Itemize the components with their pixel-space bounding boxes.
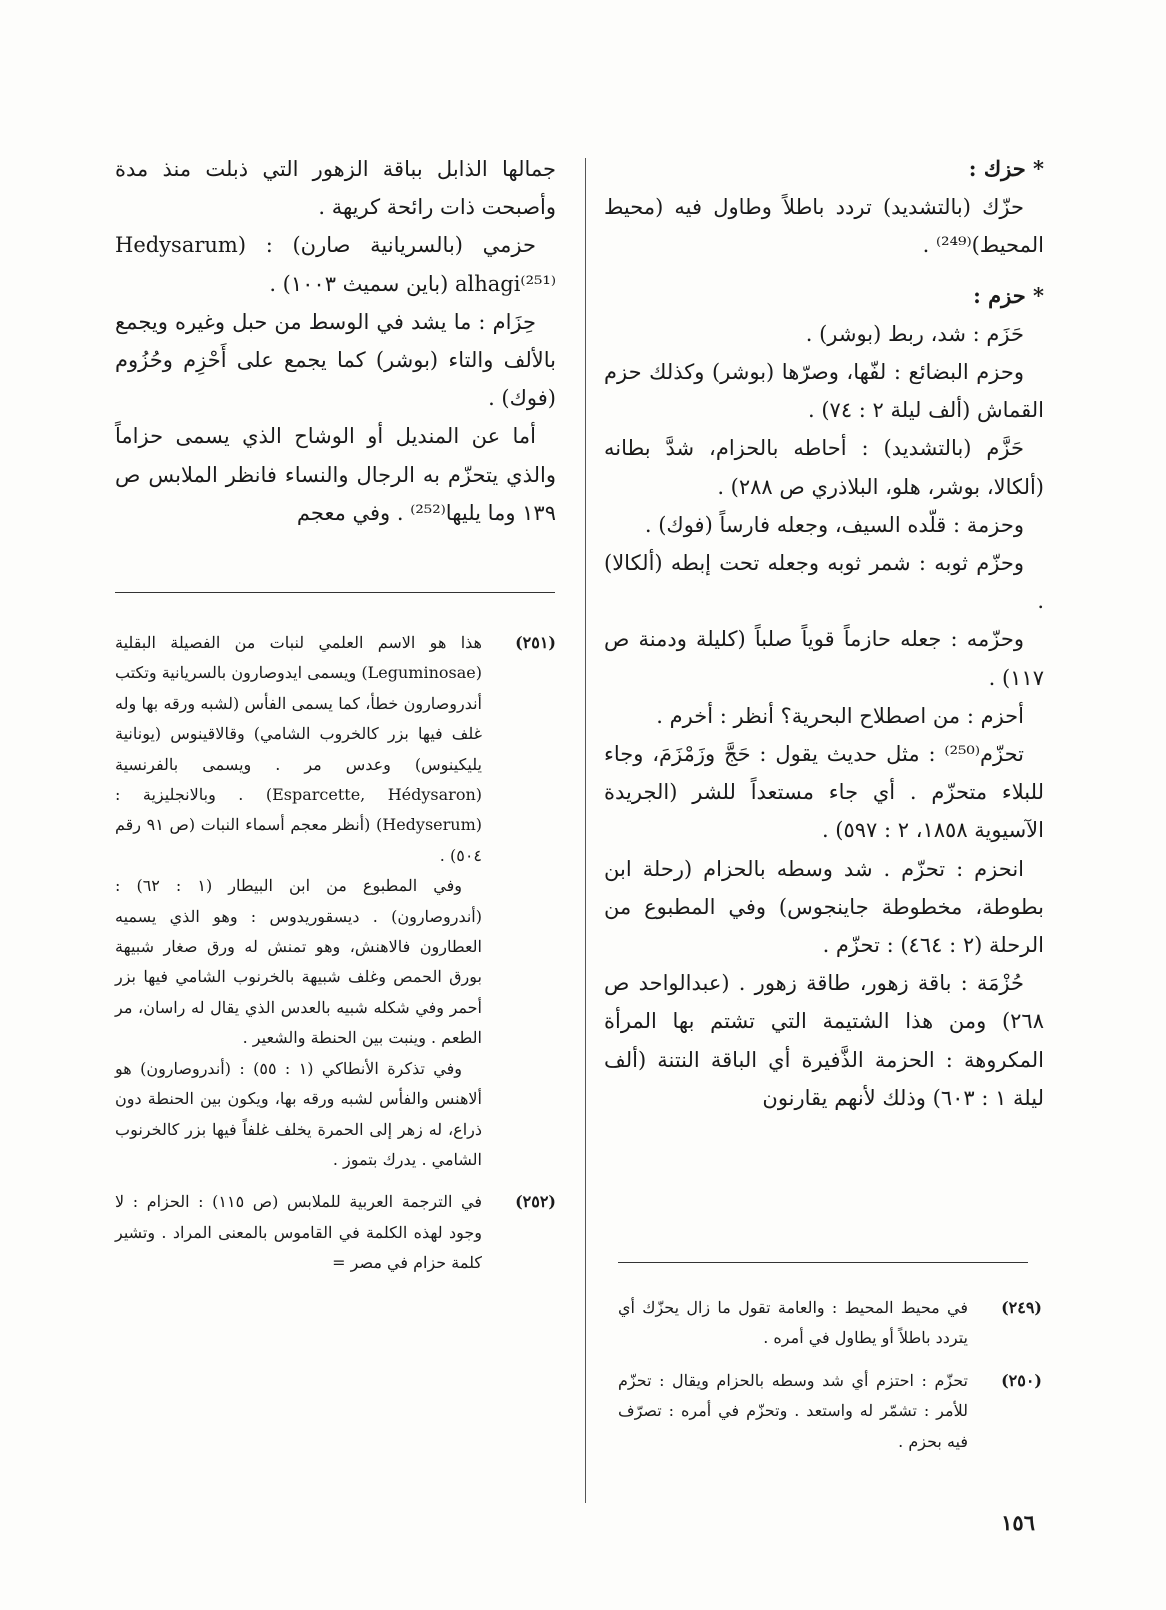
paragraph: حَزَّم (بالتشديد) : أحاطه بالحزام، شدَّ بطانه (ألكالا، بوشر، هلو، البلاذري ص ٢٨٨) . <box>604 436 1044 499</box>
footnote-number: (٢٤٩) <box>1001 1298 1042 1317</box>
paragraph: وحزم البضائع : لفّها، وصرّها (بوشر) وكذلك حزم القماش (ألف ليلة ٢ : ٧٤) . <box>604 360 1044 423</box>
footnote-number: (٢٥١) <box>515 633 556 652</box>
footnote-number: (٢٥٢) <box>515 1192 556 1212</box>
paragraph: أحزم : من اصطلاح البحرية؟ أنظر : أخرم . <box>656 703 1024 728</box>
paragraph: * حزم : <box>973 282 1044 308</box>
paragraph: تحزّم⁽²⁵⁰⁾ : مثل حديث يقول : حَجَّ وزَمْزَمَ، وجاء للبلاء متحزّم . أي جاء مستعداً للشر (الجريدة الآسيوية ١٨٥٨، ٢ : ٥٩٧) . <box>604 742 1044 843</box>
footnote-body <box>115 1187 482 1278</box>
footnote-paragraph: في محيط المحيط : والعامة تقول ما زال يحزّك أي يتردد باطلاً أو يطاول في أمره . <box>618 1298 968 1348</box>
footnote-number: (٢٥٠) <box>1001 1370 1042 1390</box>
paragraph: وحزمة : قلّده السيف، وجعله فارساً (فوك) . <box>644 512 1024 537</box>
footnote <box>618 1293 1042 1354</box>
paragraph: * حزك : <box>968 156 1044 181</box>
footnote-rule-left <box>115 592 555 593</box>
column-divider <box>585 158 586 1503</box>
paragraph: وحزّمه : جعله حازماً قوياً صلباً (كليلة ودمنة ص ١١٧) . <box>604 627 1044 690</box>
page-number: ١٥٦ <box>1001 1510 1035 1535</box>
paragraph: حُزْمَة : باقة زهور، طاقة زهور . (عبدالواحد ص ٢٦٨) ومن هذا الشتيمة التي تشتم بها المرأة المكروهة : الحزمة الذَّفيرة أي الباقة النتنة (ألف ليلة ١ : ٦٠٣) وذلك لأنهم يقارنون <box>604 971 1044 1110</box>
paragraph: وحزّم ثوبه : شمر ثوبه وجعله تحت إبطه (ألكالا) . <box>604 551 1044 614</box>
paragraph: حَزَم : شد، ربط (بوشر) . <box>805 321 1024 346</box>
footnote <box>115 1187 556 1278</box>
paragraph: حزمي (بالسريانية صارن) : Hedysarum) alhagi⁽²⁵¹⁾ (باين سميث ١٠٠٣) . <box>115 233 556 296</box>
paragraph: انحزم : تحزّم . شد وسطه بالحزام (رحلة ابن بطوطة، مخطوطة جاينجوس) وفي المطبوع من الرحلة (٢ : ٤٦٤) : تحزّم . <box>604 856 1044 958</box>
left-column-text <box>115 150 556 532</box>
paragraph: حزّك (بالتشديد) تردد باطلاً وطاول فيه (محيط المحيط)⁽²⁴⁹⁾ . <box>604 195 1044 258</box>
footnote-paragraph: وفي المطبوع من ابن البيطار (١ : ٦٢) : (أندروصارون) . ديسقوريدوس : وهو الذي يسميه العطارون فالاهنش، وهو تمنش له ورق صغار شبيهة بورق الحمص وغلف شبيهة بالخرنوب الشامي فيها بزر أحمر وفي شكله شبيه بالعدس الذي يقال له راسان، مر الطعم . وينبت بين الحنطة والشعير . <box>115 876 482 1048</box>
footnote-body <box>618 1366 968 1457</box>
footnote-rule-right <box>618 1262 1028 1263</box>
footnote-paragraph: هذا هو الاسم العلمي لنبات من الفصيلة البقلية (Leguminosae) ويسمى ايدوصارون بالسريانية وتكتب أندروصارون خطأ، كما يسمى الفأس (لشبه ورقه بها وله غلف فيها بزر كالخروب الشامي) وقالاقينوس (يونانية يليكينوس) وعدس مر . ويسمى بالفرنسية (Esparcette, Hédysaron) . وبالانجليزية : (Hedyserum) (أنظر معجم أسماء النبات (ص ٩١ رقم ٥٠٤) . <box>115 633 482 865</box>
paragraph: أما عن المنديل أو الوشاح الذي يسمى حزاماً والذي يتحزّم به الرجال والنساء فانظر الملابس ص ١٣٩ وما يليها⁽²⁵²⁾ . وفي معجم <box>115 424 556 525</box>
footnote-paragraph: وفي تذكرة الأنطاكي (١ : ٥٥) : (أندروصارون) هو ألاهنس والفأس لشبه ورقه بها، ويكون بين الحنطة دون ذراع، له زهر إلى الحمرة يخلف غلفاً فيها بزر كالخرنوب الشامي . يدرك بتموز . <box>115 1058 482 1169</box>
footnote <box>115 628 556 1175</box>
footnotes-right <box>618 1293 1042 1469</box>
footnote-paragraph: في الترجمة العربية للملابس (ص ١١٥) : الحزام : لا وجود لهذه الكلمة في القاموس بالمعنى المراد . وتشير كلمة حزام في مصر = <box>115 1192 482 1273</box>
footnote-paragraph: تحزّم : احتزم أي شد وسطه بالحزام ويقال : تحزّم للأمر : تشمّر له واستعد . وتحزّم في أمره : تصرّف فيه بحزم . <box>618 1370 968 1451</box>
right-column-text <box>604 150 1044 1117</box>
footnote-body <box>115 628 482 1175</box>
footnote <box>618 1366 1042 1457</box>
footnote-body <box>618 1293 968 1354</box>
paragraph: جمالها الذابل بباقة الزهور التي ذبلت منذ مدة وأصبحت ذات رائحة كريهة . <box>115 157 556 220</box>
paragraph: حِزَام : ما يشد في الوسط من حبل وغيره ويجمع بالألف والتاء (بوشر) كما يجمع على أَحْزِم وحُزُوم (فوك) . <box>115 309 556 411</box>
footnotes-left <box>115 628 556 1291</box>
